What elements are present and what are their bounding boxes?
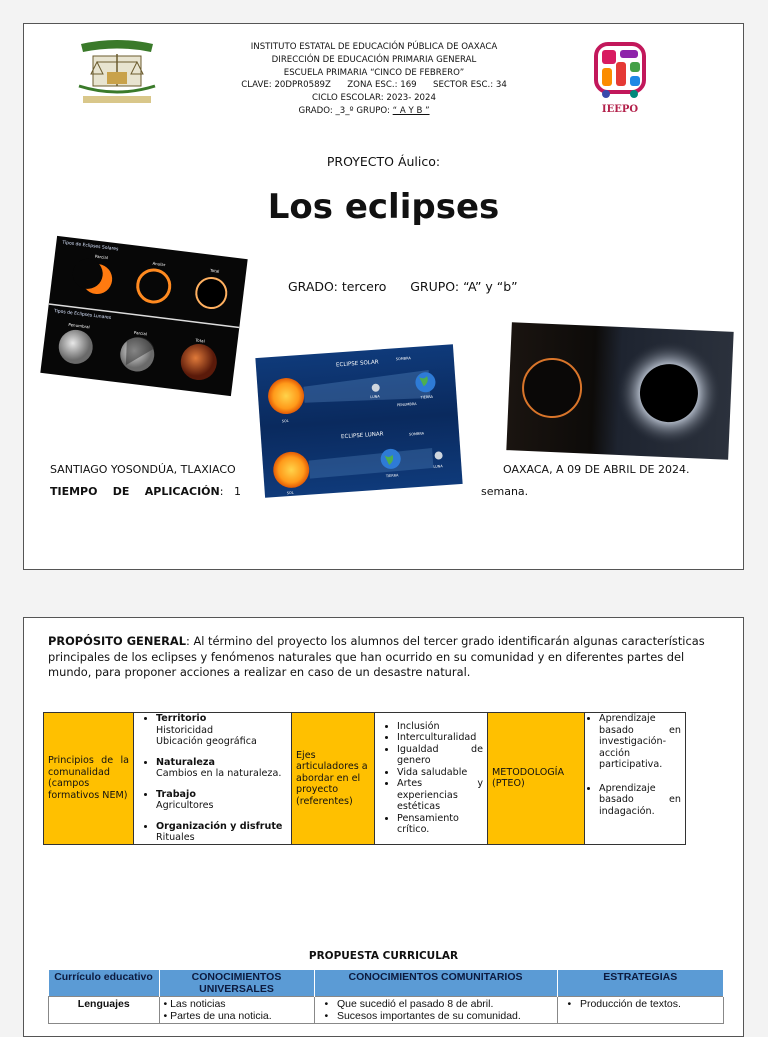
propuesta-title: PROPUESTA CURRICULAR: [308, 950, 459, 962]
header-line: CICLO ESCOLAR: 2023- 2024: [312, 93, 436, 104]
curricular-table: [48, 970, 724, 1024]
principio-line: Ubicación geográfica: [156, 736, 257, 747]
cover-page: [23, 23, 744, 570]
grado-prefix: GRADO: _3_º GRUPO:: [298, 105, 393, 116]
principio-item: [156, 713, 291, 748]
header-line: ESCUELA PRIMARIA “CINCO DE FEBRERO”: [283, 67, 465, 78]
eje-item: • Artes y experiencias estéticas: [397, 778, 483, 813]
ejes-label: Ejes articuladores a abordar en el proyecto (referentes): [292, 713, 375, 845]
col-header: CONOCIMIENTOS COMUNITARIOS: [314, 970, 557, 997]
lunar-label: Total: [195, 337, 206, 344]
purpose-paragraph: [48, 634, 722, 681]
col-header: Currículo educativo: [49, 970, 160, 997]
eclipse-photo: [506, 322, 733, 460]
campo-cell: Lenguajes: [49, 997, 160, 1024]
principio-line: Historicidad: [156, 724, 214, 736]
universal-item: • Partes de una noticia.: [163, 1010, 272, 1022]
penumbra-label: PENUMBRA: [396, 401, 417, 408]
grado-line: GRADO: tercero GRUPO: “A” y “b”: [288, 279, 518, 294]
sol-label: SOL: [281, 418, 289, 424]
eje-item: • Pensamiento crítico.: [397, 813, 483, 836]
col-header: CONOCIMIENTOS UNIVERSALES: [159, 970, 314, 997]
ieepo-logo: [590, 40, 650, 116]
principio-line: Cambios en la naturaleza.: [156, 768, 282, 779]
principles-table: [43, 712, 686, 845]
solar-eclipse-label: ECLIPSE SOLAR: [335, 359, 379, 369]
comunitario-text: Sucesos importantes de su comunidad.: [336, 1010, 521, 1022]
metodologia-cell: [585, 713, 686, 845]
sombra-label: SOMBRA: [395, 356, 411, 362]
project-title: Los eclipses: [267, 187, 500, 227]
metodologia-item: • Aprendizaje basado en investigación-acción participativa.: [599, 713, 681, 771]
eje-item: • Interculturalidad: [397, 732, 483, 744]
eje-item: • Igualdad de genero: [397, 744, 483, 767]
eje-item: • Vida saludable: [397, 767, 483, 779]
principios-label: Principios de la comunalidad (campos formativos NEM): [44, 713, 134, 845]
luna-label: LUNA: [433, 464, 443, 469]
solar-types-title: Tipos de Eclipses Solares: [61, 240, 119, 253]
date-text: OAXACA, A 09 DE ABRIL DE 2024.: [503, 463, 690, 476]
comunitarios-cell: [314, 997, 557, 1024]
project-label: PROYECTO Áulico:: [326, 154, 441, 169]
metodologia-label: METODOLOGÍA (PTEO): [488, 713, 585, 845]
grupo-value: “ A Y B ”: [392, 105, 430, 116]
sol-label: SOL: [286, 490, 294, 496]
header-line: CLAVE: 20DPR0589Z ZONA ESC.: 169 SECTOR ESC.: 34: [241, 80, 507, 91]
grado-grupo-line: [184, 105, 564, 118]
tiempo-label: TIEMPO DE APLICACIÓN: [50, 485, 220, 498]
eclipse-diagram-image: [255, 344, 462, 497]
principio-title: Territorio: [156, 713, 207, 724]
purpose-text: : Al término del proyecto los alumnos del tercer grado identificarán algunas características principales de los eclipses y fenómenos naturales que han ocurrido en su comunidad y en diferentes partes del mundo, para proponer acciones a realizar en caso de un desastre natural.: [48, 634, 705, 679]
luna-label: LUNA: [370, 394, 380, 400]
principio-item: [156, 789, 291, 812]
col-header: ESTRATEGIAS: [557, 970, 724, 997]
estrategia-text: Producción de textos.: [579, 998, 681, 1010]
header-line: DIRECCIÓN DE EDUCACIÓN PRIMARIA GENERAL: [271, 54, 477, 65]
tiempo-value: : 1: [219, 485, 241, 498]
universales-cell: [159, 997, 314, 1024]
place-text: SANTIAGO YOSONDÚA, TLAXIACO: [50, 463, 236, 476]
principio-line: Agricultores: [156, 800, 214, 811]
lunar-label: Parcial: [133, 329, 148, 337]
lunar-types-title: Tipos de Eclipses Lunares: [53, 309, 112, 321]
comunitario-text: Que sucedió el pasado 8 de abril.: [336, 998, 494, 1010]
school-logo: [75, 38, 159, 106]
purpose-label: PROPÓSITO GENERAL: [48, 634, 186, 648]
principio-title: Organización y disfrute: [156, 820, 283, 832]
ieepo-label: IEEPO: [601, 104, 639, 115]
sombra-label: SOMBRA: [408, 431, 425, 437]
comunitario-item: • Que sucedió el pasado 8 de abril.: [324, 998, 494, 1010]
solar-label: Anular: [152, 260, 166, 268]
tiempo-line: [50, 485, 241, 498]
universal-text: Las noticias: [170, 998, 226, 1010]
metodologia-item: • Aprendizaje basado en indagación.: [599, 783, 681, 818]
table-row: [49, 997, 724, 1024]
tierra-label: TIERRA: [385, 473, 399, 479]
principio-item: [156, 757, 291, 780]
lunar-label: Penumbral: [68, 321, 91, 330]
institution-header: [184, 41, 564, 118]
tierra-label: TIERRA: [420, 394, 434, 400]
eje-item: • Inclusión: [397, 721, 483, 733]
universal-item: • Las noticias: [163, 998, 226, 1010]
header-line: INSTITUTO ESTATAL DE EDUCACIÓN PÚBLICA DE OAXACA: [250, 42, 498, 52]
universal-text: Partes de una noticia.: [170, 1010, 272, 1022]
eclipse-types-image: [40, 236, 247, 396]
principios-cell: [134, 713, 292, 845]
principio-title: Trabajo: [156, 788, 196, 800]
solar-label: Parcial: [94, 253, 109, 261]
principio-title: Naturaleza: [156, 756, 215, 768]
ejes-cell: [375, 713, 488, 845]
comunitario-item: • Sucesos importantes de su comunidad.: [324, 1010, 521, 1022]
estrategia-item: • Producción de textos.: [567, 998, 681, 1010]
lunar-eclipse-label: ECLIPSE LUNAR: [340, 431, 384, 441]
content-page: [23, 617, 744, 1037]
tiempo-unit: semana.: [481, 485, 529, 498]
solar-label: Total: [209, 267, 220, 274]
estrategias-cell: [557, 997, 724, 1024]
principio-item: [156, 821, 291, 844]
principio-line: Rituales: [156, 832, 195, 843]
